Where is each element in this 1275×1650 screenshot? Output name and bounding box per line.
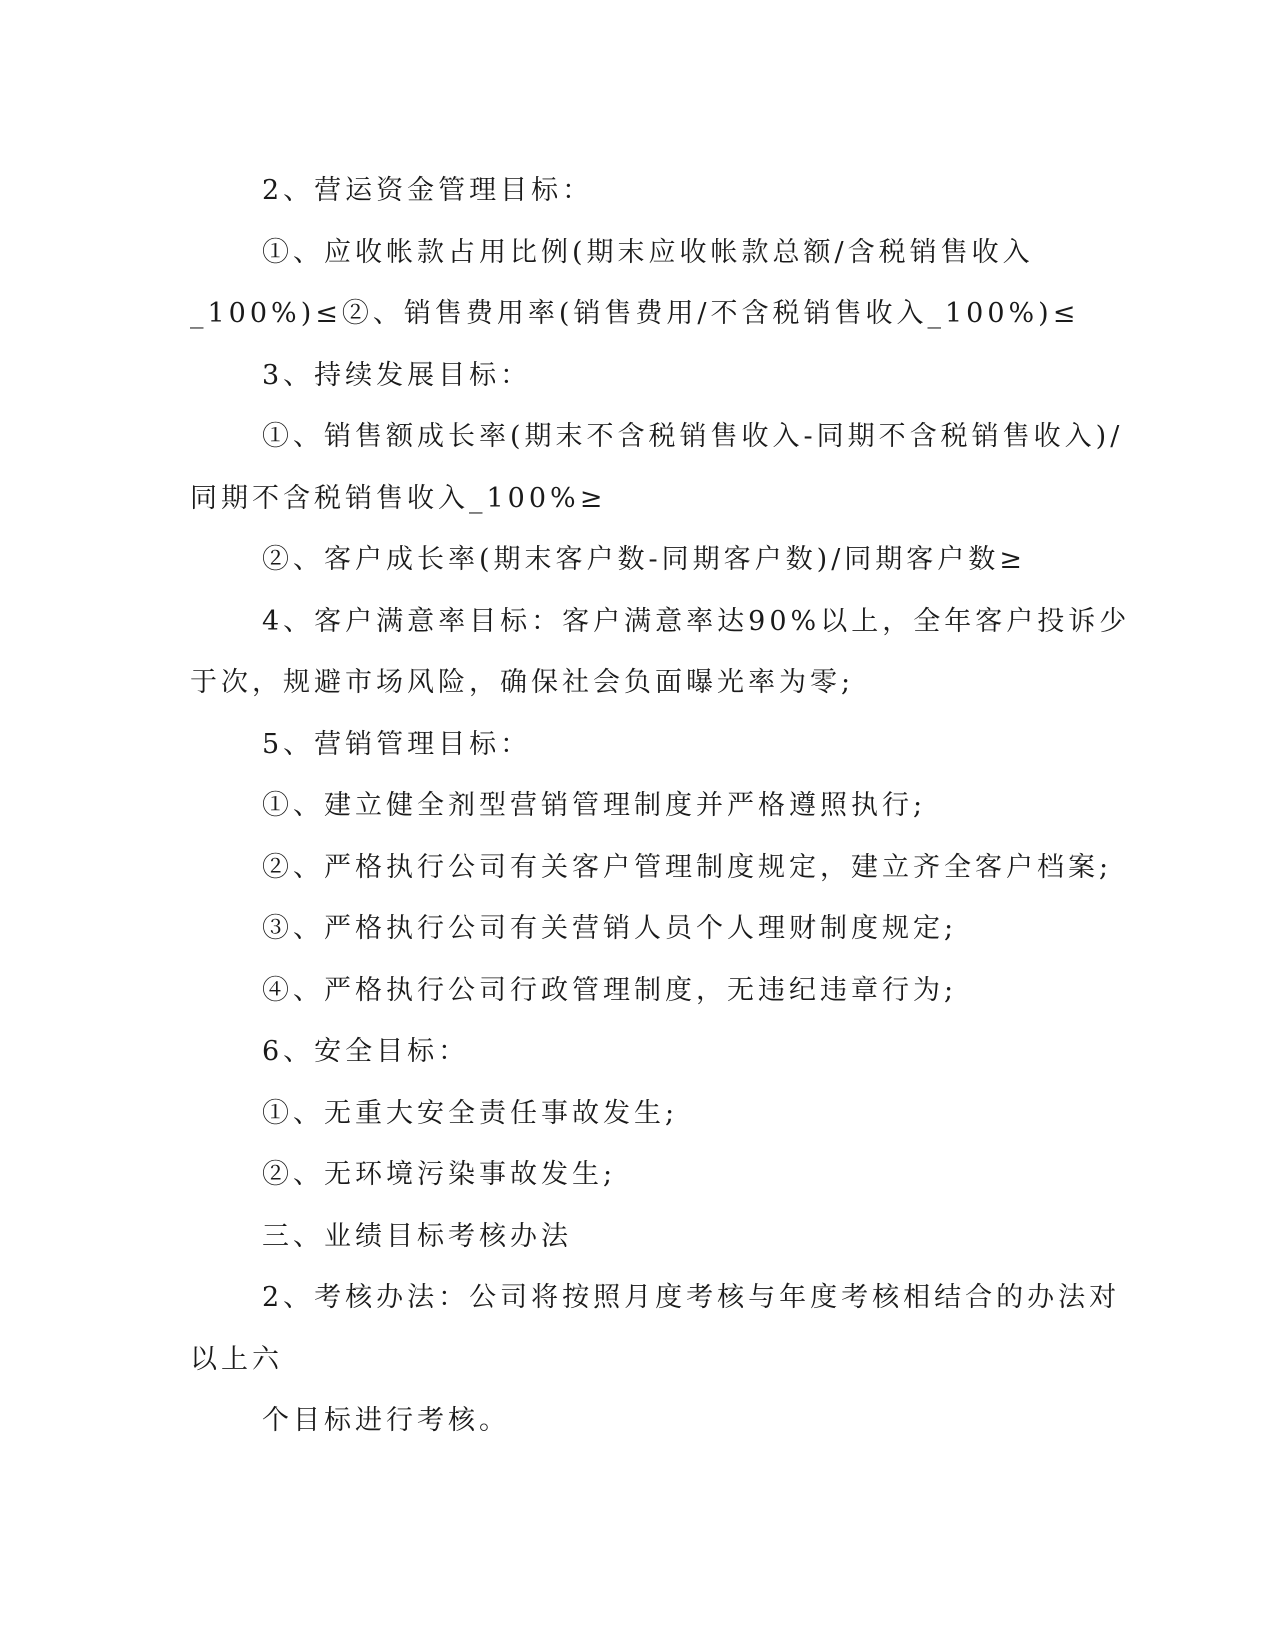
paragraph-customer-growth-rate: ②、客户成长率(期末客户数-同期客户数)/同期客户数≥ [262,544,1026,575]
paragraph-assessment-method: 2、考核办法：公司将按照月度考核与年度考核相结合的办法对 [262,1282,1121,1313]
paragraph-operating-capital-heading: 2、营运资金管理目标： [262,175,594,206]
paragraph-customer-satisfaction-cont: 于次，规避市场风险，确保社会负面曝光率为零; [190,667,855,698]
paragraph-sales-growth-rate-cont: 同期不含税销售收入_100%≥ [190,482,607,514]
paragraph-safety-heading: 6、安全目标： [262,1036,470,1067]
paragraph-marketing-management-heading: 5、营销管理目标： [262,728,532,760]
paragraph-marketing-item-1: ①、建立健全剂型营销管理制度并严格遵照执行; [262,790,927,821]
paragraph-receivables-ratio: ①、应收帐款占用比例(期末应收帐款总额/含税销售收入 [262,236,1034,268]
paragraph-safety-item-1: ①、无重大安全责任事故发生; [262,1097,679,1129]
document-body [190,160,1131,1452]
paragraph-customer-satisfaction: 4、客户满意率目标：客户满意率达90%以上，全年客户投诉少 [262,605,1131,637]
paragraph-assessment-closing: 个目标进行考核。 [262,1405,510,1436]
paragraph-safety-item-2: ②、无环境污染事故发生; [262,1159,617,1190]
paragraph-assessment-method-cont: 以上六 [190,1343,283,1375]
paragraph-sales-growth-rate: ①、销售额成长率(期末不含税销售收入-同期不含税销售收入)/ [262,421,1124,452]
paragraph-sales-expense-ratio: _100%)≤②、销售费用率(销售费用/不含税销售收入_100%)≤ [190,298,1080,329]
paragraph-marketing-item-4: ④、严格执行公司行政管理制度，无违纪违章行为; [262,974,958,1006]
paragraph-marketing-item-2: ②、严格执行公司有关客户管理制度规定，建立齐全客户档案; [262,851,1113,883]
section-heading-assessment: 三、业绩目标考核办法 [262,1220,572,1252]
paragraph-marketing-item-3: ③、严格执行公司有关营销人员个人理财制度规定; [262,913,958,944]
paragraph-sustainable-growth-heading: 3、持续发展目标： [262,359,532,391]
